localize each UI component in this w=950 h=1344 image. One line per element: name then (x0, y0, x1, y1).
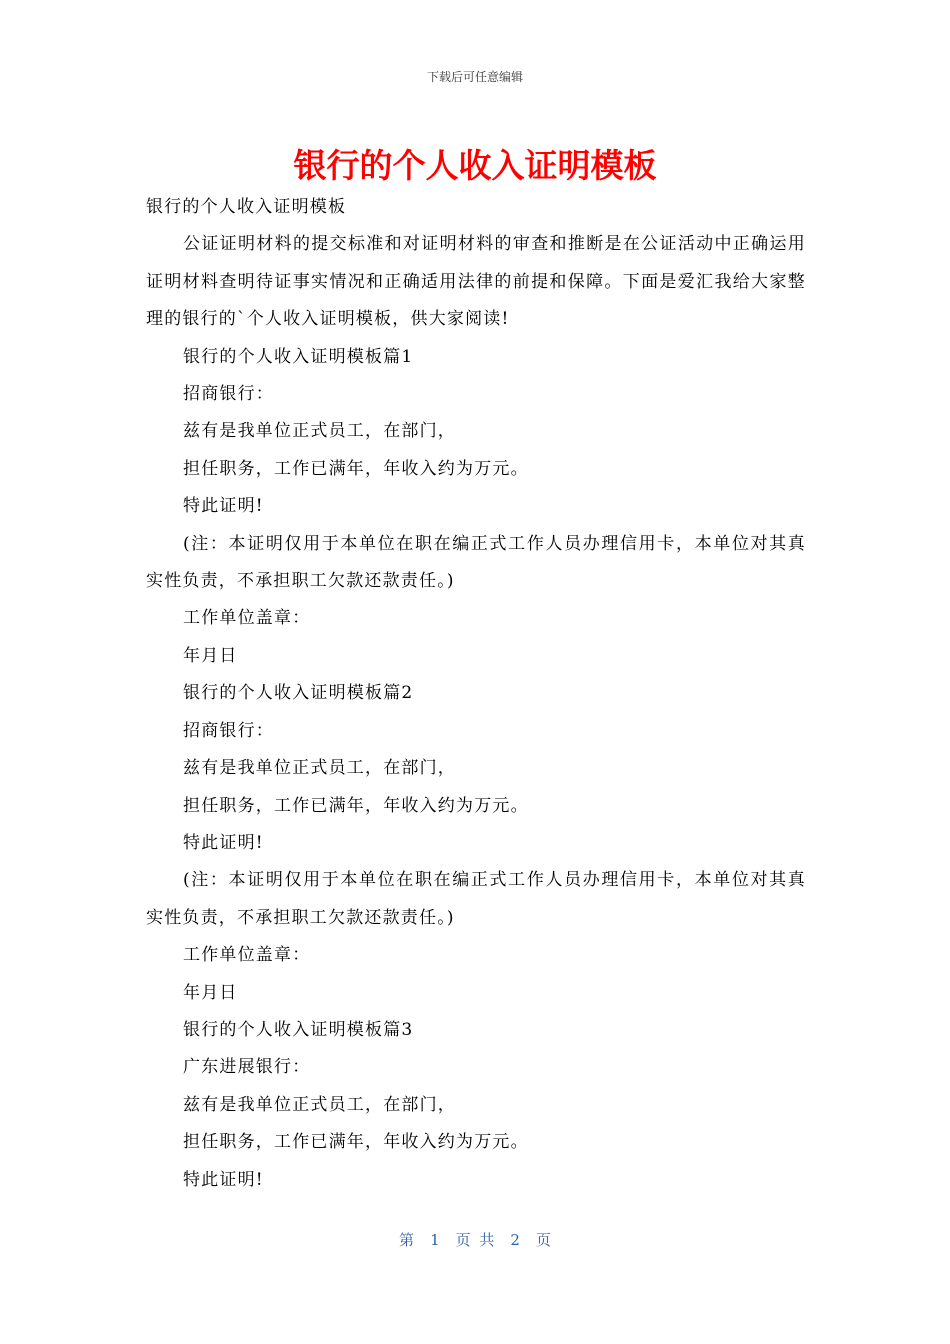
section-heading-2: 银行的个人收入证明模板篇2 (183, 683, 414, 704)
page-header: 下载后可任意编辑 (426, 70, 523, 84)
body-line-2a: 兹有是我单位正式员工，在部门， (183, 758, 456, 779)
closing-1: 特此证明! (183, 496, 264, 517)
addressee-3: 广东进展银行： (183, 1057, 311, 1078)
closing-3: 特此证明! (183, 1169, 264, 1190)
section-heading-1: 银行的个人收入证明模板篇1 (183, 346, 414, 367)
seal-line-2: 工作单位盖章： (183, 945, 311, 966)
intro-paragraph: 公证证明材料的提交标准和对证明材料的审查和推断是在公证活动中正确运用证明材料查明待证事实情况和正确适用法律的前提和保障。下面是爱汇我给大家整理的银行的`个人收入证明模板，供大家阅读! (146, 234, 806, 330)
page-footer (0, 1229, 950, 1250)
date-line-1: 年月日 (183, 645, 238, 666)
addressee-2: 招商银行： (183, 720, 274, 741)
footer-total-pages: 2 (510, 1231, 520, 1249)
section-heading-3: 银行的个人收入证明模板篇3 (183, 1019, 414, 1040)
subtitle-line: 银行的个人收入证明模板 (146, 197, 347, 217)
footer-prefix: 第 (399, 1231, 415, 1249)
date-line-2: 年月日 (183, 982, 238, 1003)
body-line-3b: 担任职务，工作已满年，年收入约为万元。 (183, 1132, 529, 1153)
document-body (146, 189, 806, 1199)
closing-2: 特此证明! (183, 832, 264, 853)
body-line-1a: 兹有是我单位正式员工，在部门， (183, 421, 456, 442)
footer-middle: 页 共 (455, 1231, 495, 1249)
body-line-2b: 担任职务，工作已满年，年收入约为万元。 (183, 795, 529, 816)
note-2: (注：本证明仅用于本单位在职在编正式工作人员办理信用卡，本单位对其真实性负责，不承担职工欠款还款责任。) (146, 870, 806, 928)
document-title: 银行的个人收入证明模板 (293, 146, 657, 185)
body-line-1b: 担任职务，工作已满年，年收入约为万元。 (183, 458, 529, 479)
note-1: (注：本证明仅用于本单位在职在编正式工作人员办理信用卡，本单位对其真实性负责，不承担职工欠款还款责任。) (146, 533, 806, 592)
addressee-1: 招商银行： (183, 384, 274, 405)
body-line-3a: 兹有是我单位正式员工，在部门， (183, 1094, 456, 1115)
footer-page-number: 1 (430, 1231, 440, 1249)
footer-suffix: 页 (535, 1231, 551, 1249)
seal-line-1: 工作单位盖章： (183, 608, 311, 629)
